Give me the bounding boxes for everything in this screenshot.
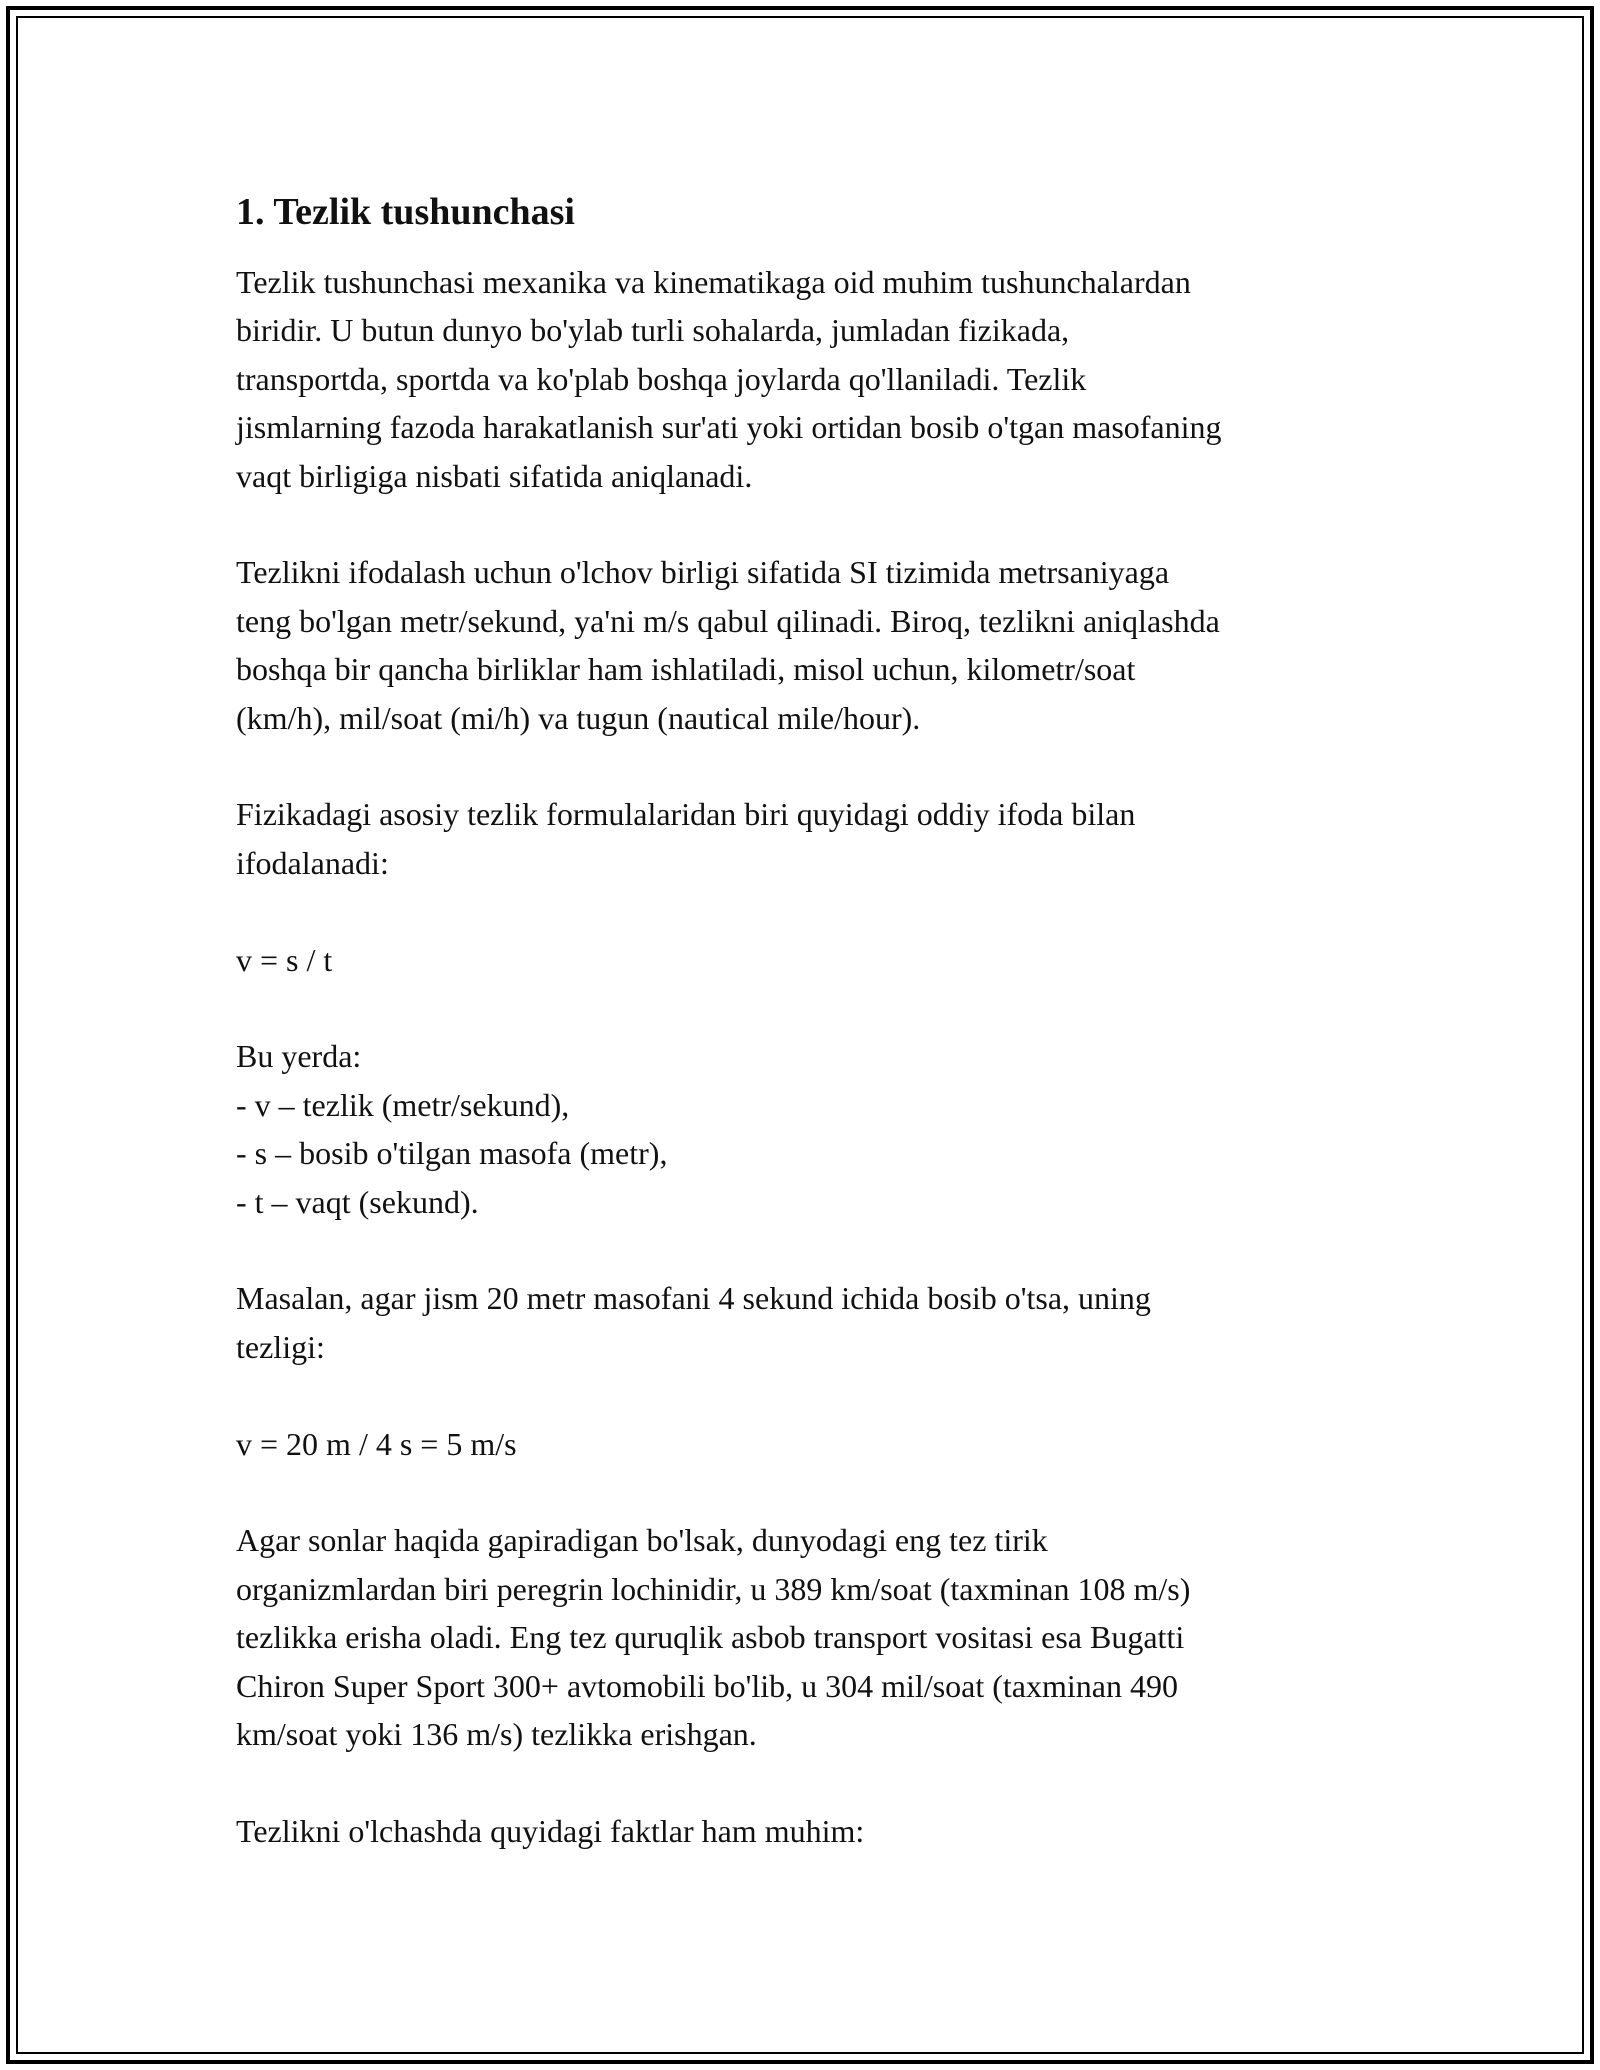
formula-example: v = 20 m / 4 s = 5 m/s — [236, 1425, 517, 1462]
document-body — [236, 188, 1396, 1855]
paragraph-units: Tezlikni ifodalash uchun o'lchov birligi sifatida SI tizimida metrsaniyaga teng bo'lgan metr/sekund, ya'ni m/s qabul qilinadi. Biroq, tezlikni aniqlashda boshqa bir qancha birliklar ham ishlatiladi, misol uchun, kilometr/soat (km/h), mil/soat (mi/h) va tugun (nautical mile/hour). — [236, 554, 1220, 736]
paragraph-example: Masalan, agar jism 20 metr masofani 4 sekund ichida bosib o'tsa, uning tezligi: — [236, 1280, 1151, 1365]
paragraph-facts-intro: Tezlikni o'lchashda quyidagi faktlar ham muhim: — [236, 1812, 865, 1849]
paragraph-records: Agar sonlar haqida gapiradigan bo'lsak, dunyodagi eng tez tirik organizmlardan biri peregrin lochinidir, u 389 km/soat (taxminan 108 m/s) tezlikka erisha oladi. Eng tez quruqlik asbob transport vositasi esa Bugatti Chiron Super Sport 300+ avtomobili bo'lib, u 304 mil/soat (taxminan 490 km/soat yoki 136 m/s) tezlikka erishgan. — [236, 1522, 1191, 1753]
section-heading: 1. Tezlik tushunchasi — [236, 191, 575, 233]
variable-definitions: Bu yerda: - v – tezlik (metr/sekund), - s – bosib o'tilgan masofa (metr), - t – vaqt (sekund). — [236, 1038, 668, 1220]
formula-velocity: v = s / t — [236, 941, 333, 978]
paragraph-formula-intro: Fizikadagi asosiy tezlik formulalaridan biri quyidagi oddiy ifoda bilan ifodalanadi: — [236, 796, 1136, 881]
paragraph-intro: Tezlik tushunchasi mexanika va kinematikaga oid muhim tushunchalardan biridir. U butun dunyo bo'ylab turli sohalarda, jumladan fizikada, transportda, sportda va ko'plab boshqa joylarda qo'llaniladi. Tezlik jismlarning fazoda harakatlanish sur'ati yoki ortidan bosib o'tgan masofaning vaqt birligiga nisbati sifatida aniqlanadi. — [236, 264, 1222, 494]
